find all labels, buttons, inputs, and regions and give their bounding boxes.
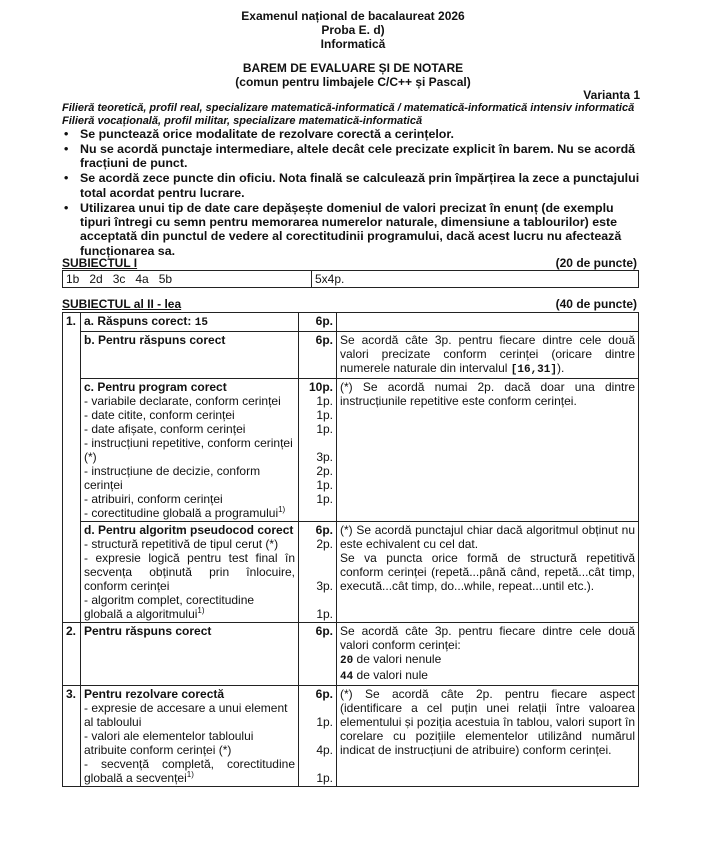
table-row: [63, 332, 639, 379]
criteria-item: - date citite, conform cerinței: [84, 408, 235, 422]
criteria-item: - atribuiri, conform cerinței: [84, 492, 223, 506]
question-number: 3.: [63, 686, 81, 787]
q2-note: Se acordă câte 3p. pentru fiecare dintre cele două valori conform cerinței: 20 de valori nenule 44 de valori nule: [337, 623, 639, 686]
grading-rules-list: [62, 127, 642, 259]
criteria-item: - valori ale elementelor tabloului atribuite conform cerinței (*): [84, 729, 254, 757]
criteria-item: - corectitudine globală a programului$^{1)}$: [84, 505, 286, 520]
q3-points: 6p. 1p. 4p. 1p.: [299, 686, 337, 787]
criteria-item: - instrucțiune de decizie, conform cerinței: [84, 464, 261, 492]
q1a-answer: 15: [194, 317, 208, 329]
criteria-item: - variabile declarate, conform cerinței: [84, 394, 281, 408]
subiect-2-heading: [62, 297, 637, 311]
subiect-1-answers: 1b 2d 3c 4a 5b: [63, 271, 312, 288]
q1b-interval: [16,31]: [510, 364, 557, 376]
criteria-item: - algoritm complet, corectitudine globală a algoritmului$^{1)}$: [84, 593, 255, 621]
q2-value-2: 44: [340, 671, 354, 683]
subiect-1-heading: [62, 256, 637, 270]
q2-points: 6p.: [299, 623, 337, 686]
table-row: [63, 522, 639, 623]
q1b-points: 6p.: [299, 332, 337, 379]
criteria-item: - instrucțiuni repetitive, conform cerinței (*): [84, 436, 293, 464]
table-row: [63, 379, 639, 522]
q1d-points: 6p. 2p. 3p. 1p.: [299, 522, 337, 623]
exam-title: Examenul național de bacalaureat 2026: [241, 9, 465, 23]
criteria-item: - secvență completă, corectitudine globală a secvenței$^{1)}$: [84, 757, 295, 785]
criteria-item: - date afișate, conform cerinței: [84, 422, 246, 436]
q2-label: Pentru răspuns corect: [81, 623, 299, 686]
table-row: [63, 313, 639, 332]
subiect-1-table: [62, 270, 639, 288]
table-row: [63, 623, 639, 686]
q1a-label: a. Răspuns corect: 15: [81, 313, 299, 332]
rule-item: • Utilizarea unui tip de date care depășește domeniul de valori precizat în enunț (de exemplu tipuri întregi cu semn pentru memorarea numerelor naturale, dimensiune a tablourilor) este acceptată din punctul de vedere al corectitudinii programului, dacă acest lucru nu afectează funcționarea sa.: [62, 201, 642, 259]
criteria-item: - expresie de accesare a unui element al tabloului: [84, 701, 288, 729]
subiect-1-points: (20 de puncte): [555, 256, 637, 270]
subiect-2-points: (40 de puncte): [555, 297, 637, 311]
q1a-note: [337, 313, 639, 332]
document-title: BAREM DE EVALUARE ȘI DE NOTARE: [242, 61, 464, 75]
question-number: 1.: [63, 313, 81, 623]
document-subtitle: (comun pentru limbajele C/C++ și Pascal): [235, 75, 471, 89]
q1d-label: d. Pentru algoritm pseudocod corect: [84, 523, 294, 537]
exam-subject: Informatică: [320, 37, 386, 51]
rule-item: • Se punctează orice modalitate de rezolvare corectă a cerințelor.: [62, 127, 642, 141]
q1c-criteria: [81, 379, 299, 522]
q3-note: (*) Se acordă câte 2p. pentru fiecare aspect (identificare a cel puțin unei relații între valoarea elementului și poziția acestuia în tablou, valori suport în corelare cu pozițiile elementelor utilizând numărul indicat de instrucțiuni de atribuire) conform cerinței.: [337, 686, 639, 787]
q1c-points: 10p. 1p. 1p. 1p. 3p. 2p. 1p. 1p.: [299, 379, 337, 522]
q1b-label: b. Pentru răspuns corect: [81, 332, 299, 379]
q1c-label: c. Pentru program corect: [84, 380, 227, 394]
criteria-item: - expresie logică pentru test final în secvența obținută prin înlocuire, conform cerinței: [84, 551, 295, 593]
q2-value-1: 20: [340, 655, 354, 667]
variant-label: Varianta 1: [583, 88, 640, 102]
question-number: 2.: [63, 623, 81, 686]
q3-criteria: [81, 686, 299, 787]
q1c-note: (*) Se acordă numai 2p. dacă doar una dintre instrucțiunile repetitive este conform cerinței.: [337, 379, 639, 522]
q1d-criteria: [81, 522, 299, 623]
q3-label: Pentru rezolvare corectă: [84, 687, 225, 701]
filiera-line: Filieră teoretică, profil real, specializare matematică-informatică / matematică-informatică intensiv informatică: [62, 102, 635, 114]
filiera-line: Filieră vocațională, profil militar, specializare matematică-informatică: [62, 115, 423, 127]
subiect-2-title: SUBIECTUL al II - lea: [62, 297, 182, 311]
exam-test: Proba E. d): [321, 23, 385, 37]
q1a-points: 6p.: [299, 313, 337, 332]
rule-item: • Se acordă zece puncte din oficiu. Nota finală se calculează prin împărțirea la zece a punctajului total acordat pentru lucrare.: [62, 171, 642, 200]
table-row: [63, 686, 639, 787]
criteria-item: - structură repetitivă de tipul cerut (*): [84, 537, 279, 551]
subiect-2-table: [62, 312, 639, 787]
subiect-1-score: 5x4p.: [312, 271, 639, 288]
q1d-note: (*) Se acordă punctajul chiar dacă algoritmul obținut nu este echivalent cu cel dat. Se va puncta orice formă de structură repetitivă conform cerinței (repetă...până când, repetă...cât timp, execută...cât timp, do...while, repeat...until etc.).: [337, 522, 639, 623]
rule-item: • Nu se acordă punctaje intermediare, altele decât cele precizate explicit în barem. Nu se acordă fracțiuni de punct.: [62, 142, 642, 171]
subiect-1-title: SUBIECTUL I: [62, 256, 138, 270]
q1b-note: Se acordă câte 3p. pentru fiecare dintre cele două valori precizate conform cerinței (oricare dintre numerele naturale din intervalul [16,31]).: [337, 332, 639, 379]
